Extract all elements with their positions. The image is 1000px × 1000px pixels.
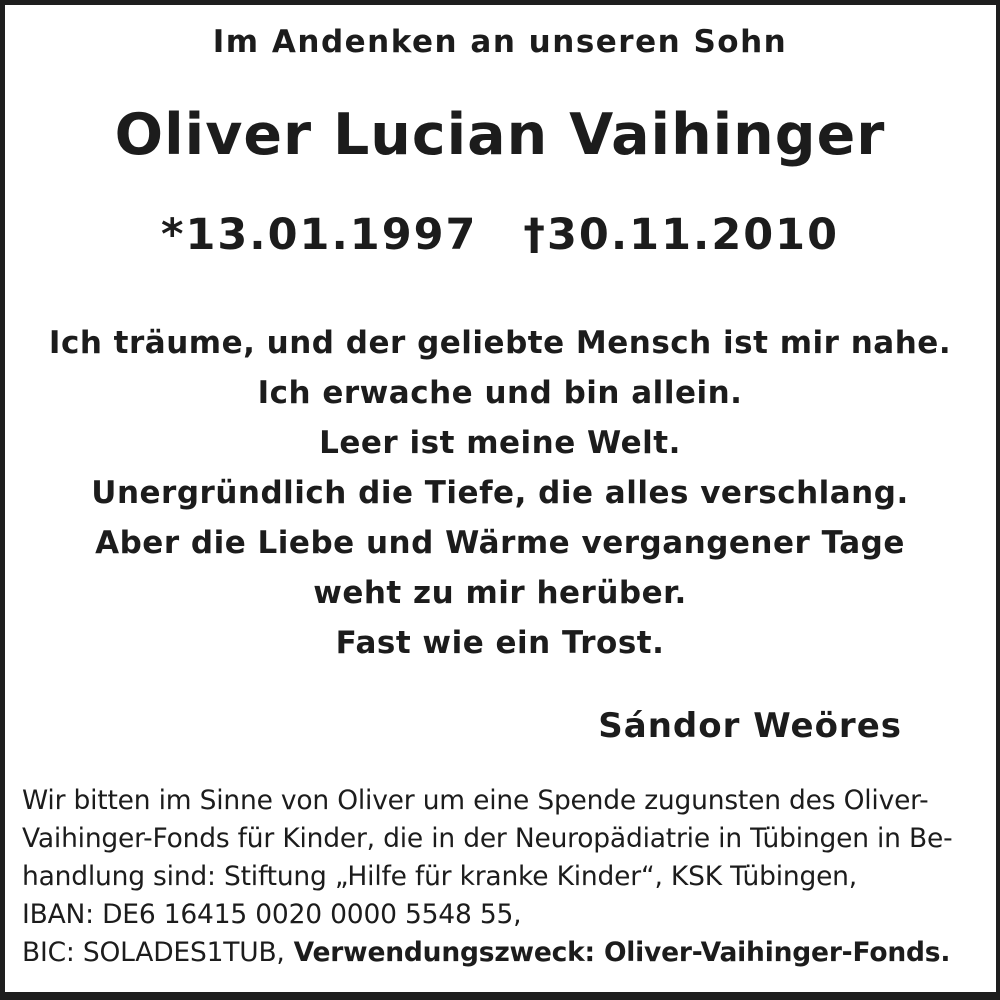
donation-lines — [22, 782, 978, 934]
poem-line: weht zu mir herüber. — [313, 575, 687, 611]
poem-line: Ich erwache und bin allein. — [257, 375, 743, 411]
intro-line: Im Andenken an unseren Sohn — [212, 24, 788, 60]
donation-text — [20, 782, 980, 972]
life-dates — [20, 210, 980, 260]
poem — [20, 318, 980, 668]
donation-line: Vaihinger-Fonds für Kinder, die in der Neuropädiatrie in Tübingen in Be- — [22, 823, 953, 854]
donation-line: handlung sind: Stiftung „Hilfe für kranke Kinder“, KSK Tübingen, — [22, 861, 857, 892]
poem-line: Ich träume, und der geliebte Mensch ist mir nahe. — [48, 325, 952, 361]
poem-author: Sándor Weöres — [598, 706, 902, 746]
donation-line: Wir bitten im Sinne von Oliver um eine Spende zugunsten des Oliver- — [22, 785, 929, 816]
poem-line: Leer ist meine Welt. — [319, 425, 681, 461]
bic-text: BIC: SOLADES1TUB, — [22, 937, 285, 968]
donation-line: IBAN: DE6 16415 0020 0000 5548 55, — [22, 899, 522, 930]
purpose-text: Verwendungszweck: Oliver-Vaihinger-Fonds. — [293, 937, 951, 968]
poem-line: Aber die Liebe und Wärme vergangener Tage — [95, 525, 905, 561]
death-date: †30.11.2010 — [523, 210, 840, 260]
donation-last-line — [22, 934, 978, 972]
deceased-name: Oliver Lucian Vaihinger — [114, 102, 886, 168]
poem-line: Unergründlich die Tiefe, die alles verschlang. — [91, 475, 909, 511]
poem-line: Fast wie ein Trost. — [335, 625, 665, 661]
birth-date: *13.01.1997 — [160, 210, 478, 260]
